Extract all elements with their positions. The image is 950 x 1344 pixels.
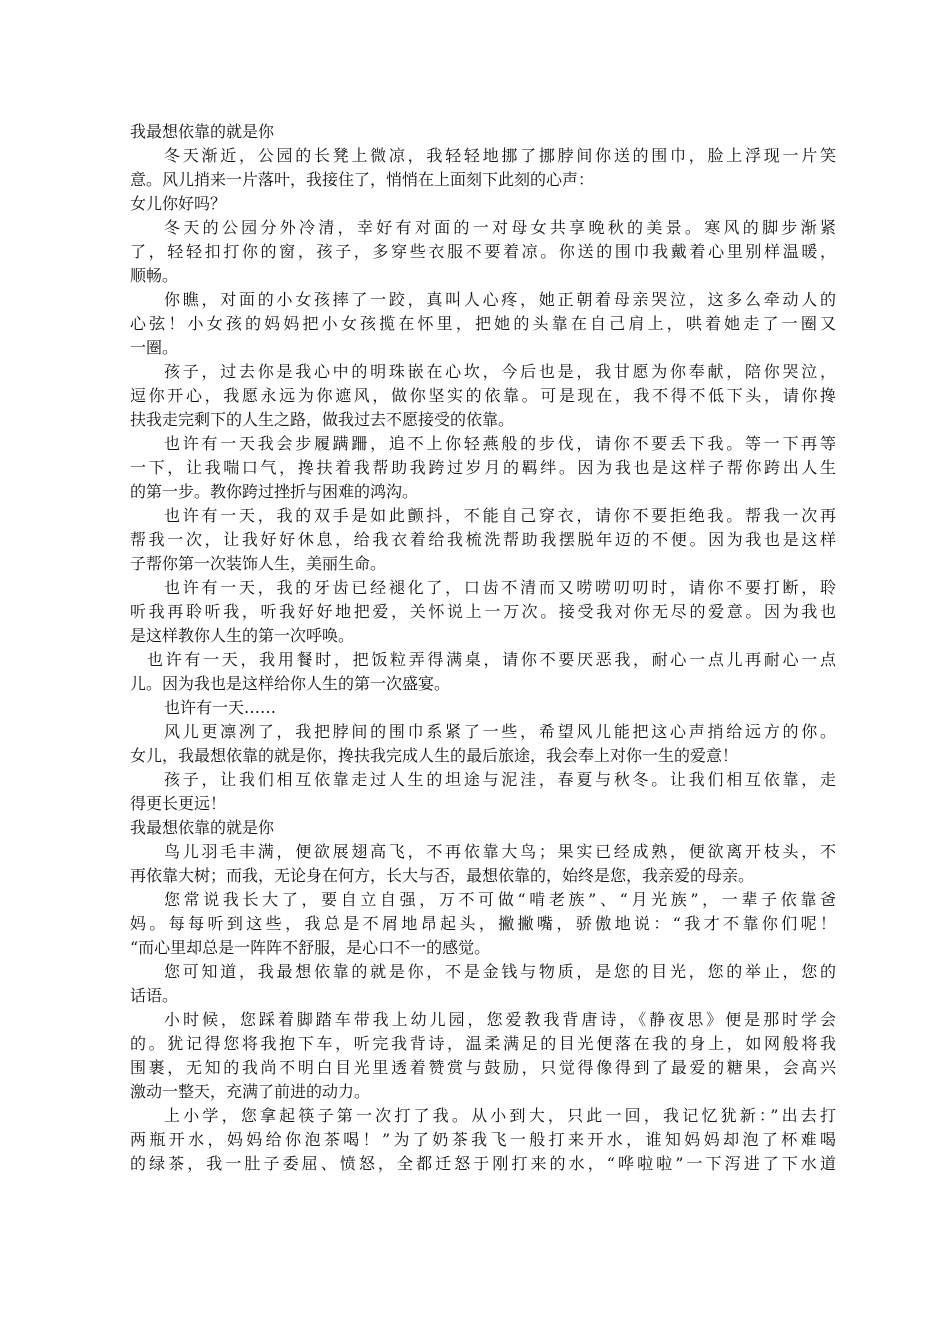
text-line: 一下，让我喘口气，搀扶着我帮助我跨过岁月的羁绊。因为我也是这样子帮你跨出人生 <box>130 458 836 477</box>
essay-title-1: 我最想依靠的就是你 <box>130 122 275 141</box>
text-line: 冬天渐近，公园的长凳上微凉，我轻轻地挪了挪脖间你送的围巾，脸上浮现一片笑 <box>164 146 836 165</box>
paragraph-4 <box>130 360 836 432</box>
paragraph-1 <box>130 144 836 192</box>
text-line: 儿。因为我也是这样给你人生的第一次盛宴。 <box>130 674 451 693</box>
paragraph-16 <box>130 1104 836 1176</box>
text-line: 您可知道，我最想依靠的就是你，不是金钱与物质，是您的目光，您的举止，您的 <box>164 962 836 981</box>
text-line: 围裹，无知的我尚不明白目光里透着赞赏与鼓励，只觉得像得到了最爱的糖果，会高兴 <box>130 1058 836 1077</box>
text-line: 孩子，过去你是我心中的明珠嵌在心坎，今后也是，我甘愿为你奉献，陪你哭泣， <box>164 362 836 381</box>
text-line: 风儿更凛冽了，我把脖间的围巾系紧了一些，希望风儿能把这心声捎给远方的你。 <box>164 722 836 741</box>
document-body <box>130 120 836 1176</box>
text-line: 鸟儿羽毛丰满，便欲展翅高飞，不再依靠大鸟；果实已经成熟，便欲离开枝头，不 <box>164 842 836 861</box>
text-line: 女儿，我最想依靠的就是你，搀扶我完成人生的最后旅途，我会奉上对你一生的爱意！ <box>130 746 739 765</box>
paragraph-7 <box>130 576 836 648</box>
text-line: 帮我一次，让我好好休息，给我衣着给我梳洗帮助我摆脱年迈的不便。因为我也是这样 <box>130 530 836 549</box>
essay-title-2: 我最想依靠的就是你 <box>130 818 275 837</box>
text-line: 子帮你第一次装饰人生，美丽生命。 <box>130 554 387 573</box>
letter-greeting: 女儿你好吗？ <box>130 194 227 213</box>
text-line: 你瞧，对面的小女孩摔了一跤，真叫人心疼，她正朝着母亲哭泣，这多么牵动人的 <box>164 290 836 309</box>
paragraph-10 <box>130 720 836 768</box>
text-line: 得更长更远！ <box>130 794 227 813</box>
paragraph-12 <box>130 840 836 888</box>
text-line: 的。犹记得您将我抱下车，听完我背诗，温柔满足的目光便落在我的身上，如网般将我 <box>130 1034 836 1053</box>
text-line: 孩子，让我们相互依靠走过人生的坦途与泥洼，春夏与秋冬。让我们相互依靠，走 <box>164 770 836 789</box>
text-line: 再依靠大树；而我，无论身在何方，长大与否，最想依靠的，始终是您，我亲爱的母亲。 <box>130 866 755 885</box>
text-line: 妈。每每听到这些，我总是不屑地昂起头，撇撇嘴，骄傲地说：“我才不靠你们呢！ <box>130 914 836 933</box>
text-line: 也许有一天，我的双手是如此颤抖，不能自己穿衣，请你不要拒绝我。帮我一次再 <box>164 506 836 525</box>
text-line: 意。风儿捎来一片落叶，我接住了，悄悄在上面刻下此刻的心声： <box>130 170 595 189</box>
paragraph-8 <box>130 648 836 696</box>
paragraph-14 <box>130 960 836 1008</box>
text-line: 是这样教你人生的第一次呼唤。 <box>130 626 355 645</box>
paragraph-6 <box>130 504 836 576</box>
text-line: 了，轻轻扣打你的窗，孩子，多穿些衣服不要着凉。你送的围巾我戴着心里别样温暖， <box>130 242 836 261</box>
paragraph-5 <box>130 432 836 504</box>
text-line: 心弦！小女孩的妈妈把小女孩揽在怀里，把她的头靠在自己肩上，哄着她走了一圈又 <box>130 314 836 333</box>
text-line: 也许有一天，我用餐时，把饭粒弄得满桌，请你不要厌恶我，耐心一点儿再耐心一点 <box>147 650 836 669</box>
paragraph-15 <box>130 1008 836 1104</box>
paragraph-11 <box>130 768 836 816</box>
paragraph-13 <box>130 888 836 960</box>
text-line: 您常说我长大了，要自立自强，万不可做“啃老族”、“月光族”，一辈子依靠爸 <box>164 890 836 909</box>
text-line: 顺畅。 <box>130 266 179 285</box>
paragraph-3 <box>130 288 836 360</box>
paragraph-9: 也许有一天…… <box>164 698 277 717</box>
text-line: 话语。 <box>130 986 179 1005</box>
text-line: 也许有一天，我的牙齿已经褪化了，口齿不清而又唠唠叨叨时，请你不要打断，聆 <box>164 578 836 597</box>
text-line: “而心里却总是一阵阵不舒服，是心口不一的感觉。 <box>130 938 491 957</box>
text-line: 也许有一天我会步履蹒跚，追不上你轻燕般的步伐，请你不要丢下我。等一下再等 <box>164 434 836 453</box>
text-line: 两瓶开水，妈妈给你泡茶喝！”为了奶茶我飞一般打来开水，谁知妈妈却泡了杯难喝 <box>130 1130 836 1149</box>
text-line: 的绿茶，我一肚子委屈、愤怒，全都迁怒于刚打来的水，“哗啦啦”一下泻进了下水道 <box>130 1154 836 1173</box>
text-line: 小时候，您踩着脚踏车带我上幼儿园，您爱教我背唐诗，《静夜思》便是那时学会 <box>164 1010 836 1029</box>
text-line: 一圈。 <box>130 338 179 357</box>
paragraph-2 <box>130 216 836 288</box>
text-line: 听我再聆听我，听我好好地把爱，关怀说上一万次。接受我对你无尽的爱意。因为我也 <box>130 602 836 621</box>
text-line: 扶我走完剩下的人生之路，做我过去不愿接受的依靠。 <box>130 410 515 429</box>
text-line: 的第一步。教你跨过挫折与困难的鸿沟。 <box>130 482 419 501</box>
text-line: 上小学，您拿起筷子第一次打了我。从小到大，只此一回，我记忆犹新：”出去打 <box>164 1106 836 1125</box>
text-line: 激动一整天，充满了前进的动力。 <box>130 1082 371 1101</box>
text-line: 冬天的公园分外冷清，幸好有对面的一对母女共享晚秋的美景。寒风的脚步渐紧 <box>164 218 836 237</box>
text-line: 逗你开心，我愿永远为你遮风，做你坚实的依靠。可是现在，我不得不低下头，请你搀 <box>130 386 836 405</box>
